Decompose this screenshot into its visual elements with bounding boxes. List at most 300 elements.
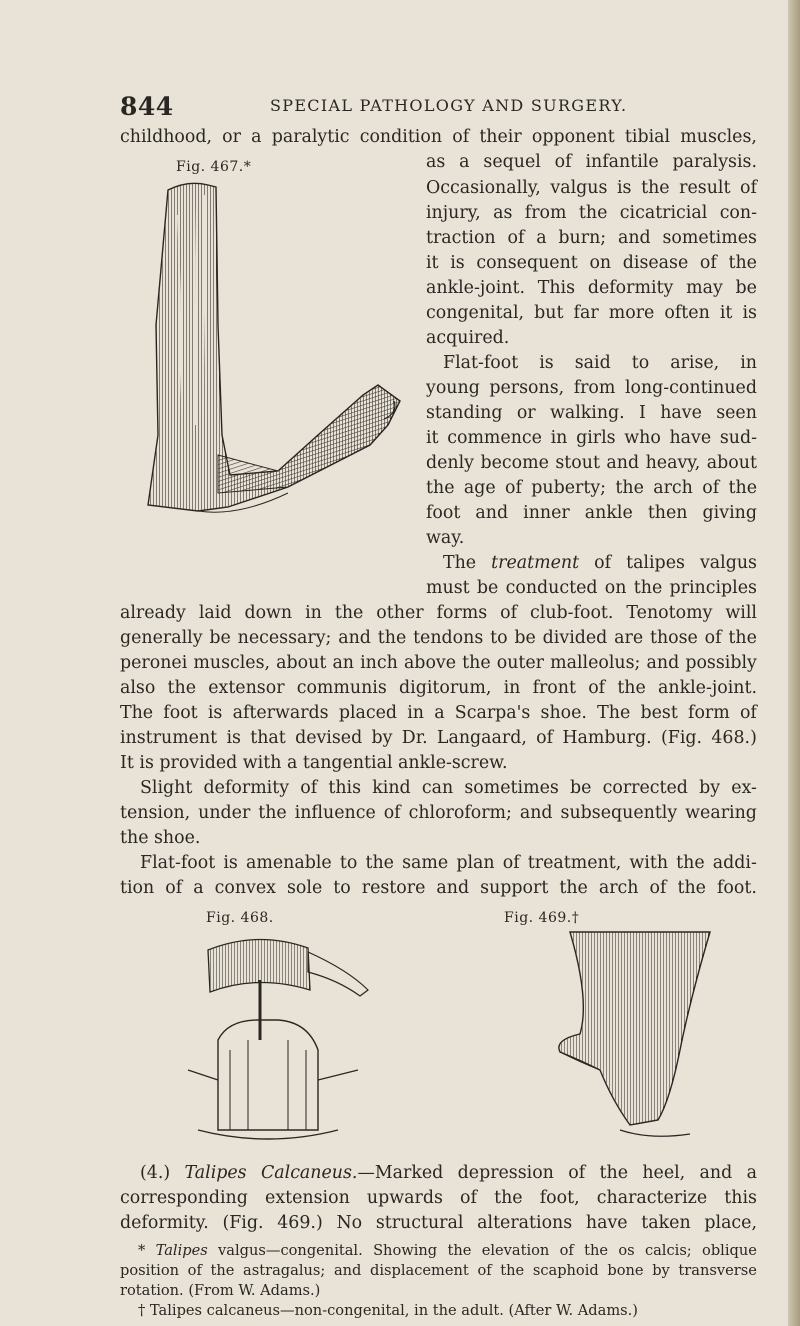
word: scaphoid — [532, 1262, 599, 1279]
word: an — [332, 653, 355, 673]
text-line — [120, 1215, 757, 1232]
word: divided — [542, 628, 608, 648]
text-line — [140, 1165, 757, 1182]
word: the — [167, 678, 197, 698]
word: extensor — [208, 678, 285, 698]
word: by — [652, 1262, 670, 1279]
word: support — [480, 878, 549, 898]
word: have — [585, 1213, 628, 1233]
text-line — [120, 730, 757, 747]
word: is — [539, 353, 554, 373]
word: a — [434, 703, 445, 723]
word: the — [599, 1163, 628, 1183]
text-line — [120, 880, 757, 897]
word: outer — [496, 653, 544, 673]
word: (Fig. — [661, 728, 703, 748]
word: the — [559, 878, 588, 898]
word: the — [500, 1262, 525, 1279]
word: be — [514, 628, 536, 648]
word: of — [452, 127, 470, 147]
word: astragalus; — [243, 1262, 326, 1279]
word: a — [746, 1163, 757, 1183]
fig-468-caption: Fig. 468. — [206, 910, 274, 926]
word: the — [728, 628, 757, 648]
word: as — [426, 152, 446, 172]
word: of — [502, 853, 520, 873]
word: deformity — [587, 278, 674, 298]
word: commence — [447, 428, 542, 448]
word: Slight — [140, 778, 193, 798]
word: * — [138, 1242, 146, 1259]
word: can — [421, 778, 454, 798]
word: young — [426, 378, 480, 398]
word: of — [165, 878, 183, 898]
word: depression — [457, 1163, 554, 1183]
word: also — [120, 678, 156, 698]
word: have — [669, 428, 712, 448]
word: the — [584, 1242, 609, 1259]
word: more — [608, 303, 655, 323]
word: of — [559, 1242, 574, 1259]
word: of — [383, 803, 401, 823]
word: is — [617, 178, 632, 198]
page-header — [120, 92, 760, 122]
word: of — [300, 778, 318, 798]
word: restore — [361, 878, 426, 898]
word: sometimes — [662, 228, 757, 248]
word: arise, — [670, 353, 720, 373]
word: it — [719, 303, 733, 323]
word: to — [490, 628, 508, 648]
word: upwards — [366, 1188, 443, 1208]
word: and — [338, 628, 371, 648]
word: be — [476, 578, 499, 598]
word: persons, — [489, 378, 565, 398]
word: the — [677, 878, 706, 898]
word: this — [724, 1188, 757, 1208]
word: tibial — [624, 127, 671, 147]
word: displacement — [370, 1262, 469, 1279]
word: about — [706, 453, 757, 473]
word: who — [624, 428, 661, 448]
text-line — [120, 630, 757, 647]
word: but — [534, 303, 564, 323]
word: Hamburg. — [562, 728, 652, 748]
word: arch — [653, 478, 693, 498]
word: same — [402, 853, 449, 873]
word: and — [699, 1163, 733, 1183]
word: 468.) — [711, 728, 757, 748]
word: down — [244, 603, 293, 623]
word: the — [728, 478, 757, 498]
word: foot, — [539, 1188, 580, 1208]
word: paralysis. — [672, 152, 757, 172]
word: talipes — [626, 553, 685, 573]
word: club-foot. — [530, 603, 614, 623]
word: addi- — [712, 853, 757, 873]
word: of — [536, 728, 554, 748]
word: position — [120, 1262, 180, 1279]
word: and — [436, 878, 470, 898]
fig-467-illustration — [138, 175, 423, 585]
word: The — [597, 703, 631, 723]
word: extension — [265, 1188, 350, 1208]
word: bone — [607, 1262, 644, 1279]
word: afterwards — [232, 703, 329, 723]
fig-469-illustration — [540, 930, 720, 1145]
word: transverse — [678, 1262, 757, 1279]
word: with — [629, 853, 669, 873]
word: from — [573, 378, 616, 398]
word: to — [631, 353, 650, 373]
word: corrected — [602, 778, 688, 798]
word: the — [334, 603, 364, 623]
text-line — [426, 455, 757, 472]
word: the — [615, 478, 644, 498]
word: childhood, — [120, 127, 212, 147]
word: ex- — [731, 778, 757, 798]
text-line: It is provided with a tangential ankle-screw. — [120, 753, 508, 773]
word: muscles, — [680, 127, 757, 147]
word: that — [250, 728, 286, 748]
word: then — [647, 503, 688, 523]
text-line — [426, 280, 757, 297]
page-edge — [788, 0, 800, 1326]
word: as — [493, 203, 513, 223]
text-line — [426, 180, 757, 197]
word: generally — [120, 628, 203, 648]
word: stout — [555, 453, 600, 473]
word: shoe. — [540, 703, 587, 723]
word: communis — [296, 678, 387, 698]
word: of — [568, 1163, 586, 1183]
word: burn; — [558, 228, 607, 248]
word: will — [725, 603, 757, 623]
word: denly — [426, 453, 475, 473]
word: condition — [359, 127, 443, 147]
word: foot — [163, 703, 198, 723]
word: must — [426, 578, 470, 598]
word: those — [649, 628, 698, 648]
text-line — [426, 580, 757, 597]
word: the — [210, 1262, 235, 1279]
text-line — [120, 605, 757, 622]
word: of — [740, 178, 757, 198]
word: of — [649, 878, 667, 898]
word: valgus — [699, 553, 757, 573]
word: 469.) — [277, 1213, 323, 1233]
word: of — [507, 228, 525, 248]
word: under — [198, 803, 251, 823]
word: (Fig. — [222, 1213, 264, 1233]
word: subsequently — [560, 803, 678, 823]
word: of — [187, 1262, 202, 1279]
word: characterize — [596, 1188, 708, 1208]
word: on — [589, 253, 612, 273]
word: cicatricial — [619, 203, 708, 223]
word: in — [305, 603, 322, 623]
word: injury, — [426, 203, 481, 223]
word: and — [617, 228, 651, 248]
word: structural — [375, 1213, 464, 1233]
word: arch — [598, 878, 639, 898]
word: traction — [426, 228, 496, 248]
word: of — [554, 152, 572, 172]
word: of — [477, 1262, 492, 1279]
word: a — [459, 152, 470, 172]
word: alterations — [477, 1213, 573, 1233]
word: placed — [338, 703, 398, 723]
word: congenital, — [426, 303, 525, 323]
text-line: way. — [426, 528, 465, 548]
text-line — [426, 480, 757, 497]
word: of — [500, 603, 518, 623]
word: laid — [198, 603, 232, 623]
footnote-line — [138, 1244, 757, 1259]
word: may — [686, 278, 723, 298]
word: ankle-joint. — [658, 678, 757, 698]
fig-467-caption: Fig. 467.* — [176, 159, 252, 175]
word: their — [479, 127, 522, 147]
word: of — [505, 478, 522, 498]
word: of — [594, 553, 612, 573]
word: giving — [702, 503, 757, 523]
text-line — [120, 805, 757, 822]
word: by — [699, 778, 721, 798]
word: is — [742, 303, 757, 323]
word: inch — [360, 653, 398, 673]
word: valgus—congenital. — [218, 1242, 363, 1259]
word: the — [633, 578, 663, 598]
word: foot. — [716, 878, 757, 898]
word: and — [333, 1262, 362, 1279]
word: be — [569, 778, 592, 798]
word: muscles, — [193, 653, 271, 673]
word: be — [735, 278, 757, 298]
word: treatment — [491, 553, 580, 573]
word: plan — [456, 853, 495, 873]
word: (4.) — [140, 1163, 171, 1183]
word: amenable — [246, 853, 332, 873]
word: possibly — [685, 653, 757, 673]
text-line — [426, 405, 757, 422]
word: or — [222, 127, 241, 147]
footnote-line — [120, 1264, 757, 1279]
word: the — [258, 803, 287, 823]
word: valgus — [550, 178, 608, 198]
word: seen — [716, 403, 757, 423]
word: tion — [120, 878, 155, 898]
word: best — [640, 703, 678, 723]
word: the — [617, 678, 646, 698]
word: and — [646, 653, 680, 673]
word: deformity — [203, 778, 290, 798]
word: is — [223, 853, 238, 873]
page-number: 844 — [120, 92, 174, 121]
text-line — [443, 355, 757, 372]
word: long-continued — [624, 378, 757, 398]
word: foot — [426, 503, 461, 523]
word: This — [537, 278, 576, 298]
word: elevation — [481, 1242, 550, 1259]
text-line: the shoe. — [120, 828, 201, 848]
word: and — [606, 453, 640, 473]
word: Showing — [373, 1242, 438, 1259]
word: principles — [669, 578, 757, 598]
word: sole — [287, 878, 323, 898]
word: in — [503, 678, 521, 698]
word: necessary; — [237, 628, 332, 648]
word: the — [462, 653, 491, 673]
word: already — [120, 603, 186, 623]
footnote-line: rotation. (From W. Adams.) — [120, 1282, 321, 1299]
word: heavy, — [645, 453, 701, 473]
word: result — [679, 178, 731, 198]
word: calcis; — [644, 1242, 692, 1259]
word: a — [193, 878, 204, 898]
word: ankle-joint. — [426, 278, 525, 298]
word: sequel — [483, 152, 541, 172]
word: Dr. — [401, 728, 428, 748]
text-line — [120, 705, 757, 722]
word: standing — [426, 403, 503, 423]
word: of — [460, 1188, 477, 1208]
word: paralytic — [271, 127, 350, 147]
word: peronei — [120, 653, 188, 673]
word: the — [426, 478, 455, 498]
word: Scarpa's — [454, 703, 531, 723]
word: Talipes — [155, 1242, 208, 1259]
text-line — [120, 655, 757, 672]
word: the — [447, 1242, 472, 1259]
text-line — [140, 855, 757, 872]
word: age — [463, 478, 496, 498]
word: become — [480, 453, 549, 473]
word: have — [660, 403, 702, 423]
word: instrument — [120, 728, 218, 748]
word: Flat-foot — [140, 853, 216, 873]
word: conducted — [505, 578, 598, 598]
word: far — [573, 303, 599, 323]
text-line — [120, 680, 757, 697]
word: kind — [372, 778, 411, 798]
word: of — [704, 628, 722, 648]
word: corresponding — [120, 1188, 248, 1208]
word: front — [532, 678, 576, 698]
word: Talipes — [184, 1163, 247, 1183]
text-line — [426, 230, 757, 247]
word: digitorum, — [399, 678, 492, 698]
text-line — [120, 129, 757, 146]
word: No — [336, 1213, 363, 1233]
text-line — [120, 1190, 757, 1207]
word: in — [550, 428, 568, 448]
word: Langaard, — [436, 728, 527, 748]
word: is — [226, 728, 241, 748]
fig-468-illustration — [168, 930, 378, 1150]
word: above — [403, 653, 457, 673]
word: it — [426, 253, 439, 273]
word: devised — [295, 728, 363, 748]
word: ankle — [584, 503, 633, 523]
word: the — [365, 853, 394, 873]
word: to — [339, 853, 358, 873]
word: tendons — [413, 628, 484, 648]
word: form — [688, 703, 730, 723]
text-line — [426, 205, 757, 222]
fig-469-caption: Fig. 469.† — [504, 910, 580, 926]
word: is — [207, 703, 223, 723]
text-line: acquired. — [426, 328, 510, 348]
word: of — [699, 253, 717, 273]
word: The — [120, 703, 154, 723]
word: oblique — [702, 1242, 757, 1259]
word: about — [276, 653, 327, 673]
word: the — [676, 853, 705, 873]
word: sud- — [719, 428, 757, 448]
word: The — [443, 553, 477, 573]
word: a — [251, 127, 262, 147]
text-line — [140, 780, 757, 797]
word: taken — [641, 1213, 691, 1233]
word: of — [588, 678, 606, 698]
word: other — [376, 603, 424, 623]
word: Flat-foot — [443, 353, 519, 373]
word: or — [516, 403, 536, 423]
word: convex — [214, 878, 276, 898]
word: Calcaneus.—Marked — [260, 1163, 444, 1183]
word: said — [574, 353, 611, 373]
word: the — [578, 203, 608, 223]
word: on — [604, 578, 627, 598]
word: I — [639, 403, 646, 423]
text-line — [426, 380, 757, 397]
word: puberty; — [531, 478, 607, 498]
word: disease — [622, 253, 689, 273]
word: infantile — [585, 152, 659, 172]
word: inner — [523, 503, 570, 523]
text-line — [443, 555, 757, 572]
word: is — [450, 253, 465, 273]
word: place, — [704, 1213, 757, 1233]
word: wearing — [685, 803, 757, 823]
word: malleolus; — [550, 653, 641, 673]
word: from — [524, 203, 567, 223]
word: girls — [576, 428, 616, 448]
word: the — [728, 253, 757, 273]
word: by — [371, 728, 393, 748]
word: to — [333, 878, 351, 898]
word: con- — [719, 203, 757, 223]
word: of — [739, 703, 757, 723]
word: and — [475, 503, 509, 523]
word: of — [702, 478, 720, 498]
word: and — [519, 803, 553, 823]
word: it — [426, 428, 439, 448]
word: often — [664, 303, 710, 323]
word: in — [740, 353, 757, 373]
word: tension, — [120, 803, 191, 823]
word: sometimes — [464, 778, 559, 798]
word: heel, — [642, 1163, 686, 1183]
word: be — [209, 628, 231, 648]
word: Tenotomy — [626, 603, 713, 623]
word: this — [328, 778, 362, 798]
word: os — [618, 1242, 635, 1259]
word: consequent — [476, 253, 578, 273]
text-line — [426, 430, 757, 447]
text-line — [426, 505, 757, 522]
